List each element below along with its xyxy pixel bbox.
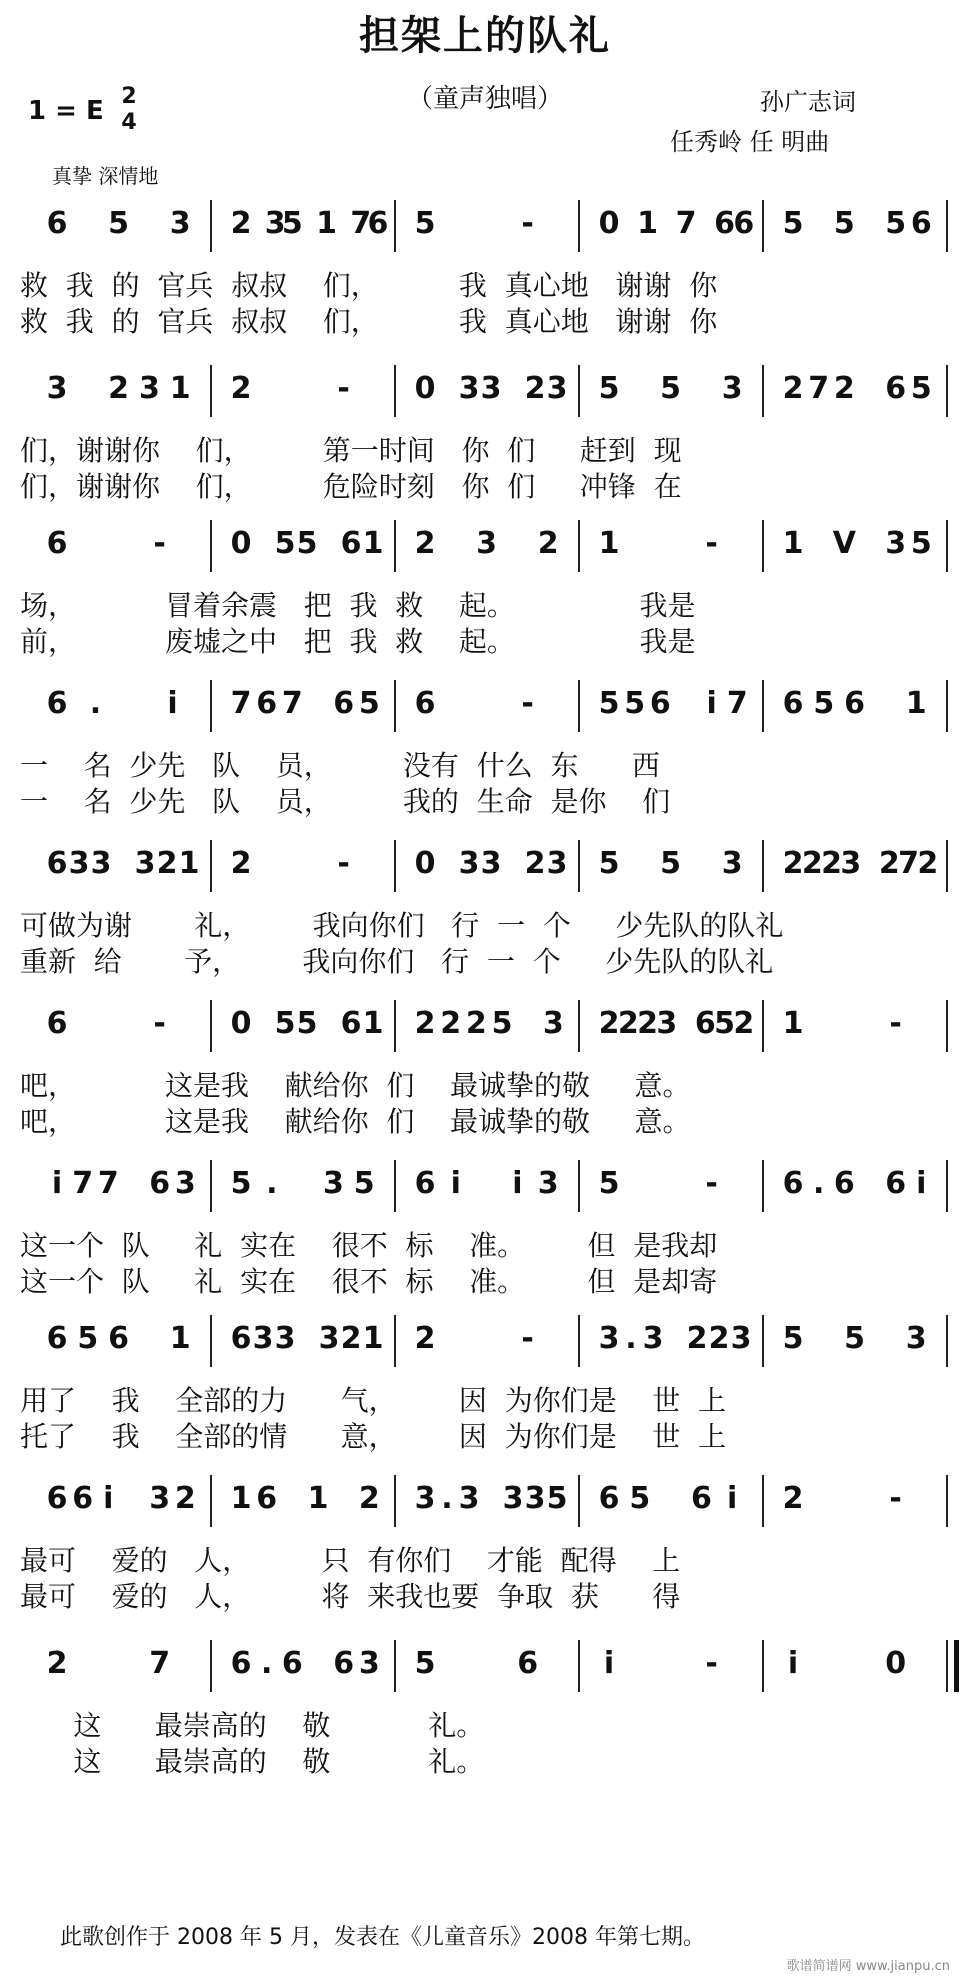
note: 5	[281, 206, 303, 241]
bar-line	[394, 200, 396, 252]
note: 3	[537, 1166, 559, 1201]
note: 3	[458, 1481, 480, 1516]
note: 7	[97, 1166, 119, 1201]
note: 5	[274, 1006, 296, 1041]
note: 5	[910, 371, 932, 406]
note: 3	[885, 526, 907, 561]
bar-line	[394, 840, 396, 892]
note: 2	[801, 846, 823, 881]
lyric-verse-1: 救 我 的 官兵 叔叔 们， 我 真心地 谢谢 你	[20, 269, 718, 302]
note: 2	[414, 1321, 436, 1356]
note: 6	[690, 1481, 712, 1516]
note: 5	[833, 206, 855, 241]
note: 6	[230, 1321, 252, 1356]
note: 7	[72, 1166, 94, 1201]
note: 6	[833, 1166, 855, 1201]
note: 7	[281, 686, 303, 721]
note: 3	[252, 1321, 274, 1356]
note: 3	[480, 846, 502, 881]
bar-line	[394, 1475, 396, 1527]
note: 2	[230, 371, 252, 406]
note: 6	[256, 686, 278, 721]
note: 5	[910, 526, 932, 561]
key-signature: 1 = E	[28, 96, 104, 126]
note: 1	[362, 526, 384, 561]
notation-row	[0, 680, 970, 740]
note: 6	[108, 1321, 130, 1356]
note: 5	[782, 1321, 804, 1356]
note: 2	[821, 846, 842, 881]
bar-line	[210, 1640, 212, 1692]
note: -	[705, 526, 718, 561]
note: 2	[524, 371, 546, 406]
note: 6	[598, 1481, 620, 1516]
note: 3	[322, 1166, 344, 1201]
bar-line	[762, 1000, 764, 1052]
note: .	[625, 1321, 637, 1356]
note: 6	[149, 1166, 171, 1201]
bar-line	[394, 680, 396, 732]
note: 5	[77, 1321, 99, 1356]
note: 2	[230, 206, 252, 241]
note: 2	[440, 1006, 462, 1041]
note: 2	[414, 526, 436, 561]
note: 3	[68, 846, 90, 881]
bar-line	[394, 520, 396, 572]
note: 6	[414, 686, 436, 721]
note: 1	[169, 1321, 191, 1356]
notation-row	[0, 365, 970, 425]
note: 2	[537, 526, 559, 561]
note: 3	[524, 1481, 546, 1516]
lyric-verse-2: 前， 废墟之中 把 我 救 起。 我是	[20, 625, 696, 658]
note: 5	[414, 1646, 436, 1681]
note: 5	[813, 686, 835, 721]
note: 2	[833, 371, 855, 406]
lyric-verse-1: 这一个 队 礼 实在 很不 标 准。 但 是我却	[20, 1229, 718, 1262]
note: 1	[782, 1006, 804, 1041]
note: -	[889, 1481, 902, 1516]
note: 6	[885, 1166, 907, 1201]
note: 3	[149, 1481, 171, 1516]
note: 3	[46, 371, 68, 406]
bar-line	[210, 365, 212, 417]
note: 3	[138, 371, 160, 406]
note: 3	[476, 526, 498, 561]
note: 6	[333, 686, 355, 721]
note: i	[103, 1481, 114, 1516]
note: 2	[878, 846, 900, 881]
note: 6	[885, 371, 907, 406]
note: 3	[546, 371, 568, 406]
note: 5	[491, 1006, 513, 1041]
note: 5	[108, 206, 130, 241]
note: 1	[362, 1321, 384, 1356]
note: 7	[808, 371, 830, 406]
notation-row	[0, 200, 970, 260]
note: 3	[542, 1006, 564, 1041]
note: 6	[333, 1646, 355, 1681]
note: -	[521, 686, 534, 721]
note: 2	[686, 1321, 708, 1356]
note: 5	[629, 1481, 651, 1516]
bar-line	[762, 680, 764, 732]
bar-line	[578, 200, 580, 252]
bar-line	[946, 1160, 948, 1212]
bar-line	[946, 200, 948, 252]
note: 5	[660, 846, 682, 881]
note: -	[889, 1006, 902, 1041]
lyric-verse-1: 们，谢谢你 们， 第一时间 你 们 赶到 现	[20, 434, 682, 467]
note: 0	[230, 1006, 252, 1041]
note: 6	[733, 206, 755, 241]
note: 0	[598, 206, 620, 241]
bar-line	[578, 680, 580, 732]
note: 3	[458, 846, 480, 881]
note: 5	[782, 206, 804, 241]
bar-line	[946, 1315, 948, 1367]
note: 5	[598, 1166, 620, 1201]
lyric-verse-2: 托了 我 全部的情 意， 因 为你们是 世 上	[20, 1420, 727, 1453]
note: 5	[546, 1481, 568, 1516]
note: 3	[546, 846, 568, 881]
note: i	[512, 1166, 523, 1201]
note: 2	[637, 1006, 658, 1041]
note: 5	[353, 1166, 375, 1201]
bar-line	[578, 1640, 580, 1692]
note: 0	[414, 371, 436, 406]
note: 6	[367, 206, 389, 241]
note: 2	[230, 846, 252, 881]
note: 5	[598, 371, 620, 406]
note: 2	[524, 846, 546, 881]
bar-line	[762, 520, 764, 572]
note: i	[727, 1481, 738, 1516]
note: 2	[708, 1321, 730, 1356]
note: 6	[46, 526, 68, 561]
note: 5	[624, 686, 646, 721]
note: 1	[307, 1481, 329, 1516]
note: -	[705, 1166, 718, 1201]
note: .	[89, 686, 102, 721]
note: 5	[296, 1006, 318, 1041]
bar-line	[946, 1475, 948, 1527]
note: -	[153, 1006, 166, 1041]
lyric-verse-1: 用了 我 全部的力 气， 因 为你们是 世 上	[20, 1384, 727, 1417]
bar-line	[210, 680, 212, 732]
notation-row	[0, 1315, 970, 1375]
note: 3	[840, 846, 862, 881]
notation-row	[0, 1000, 970, 1060]
note: .	[266, 1166, 278, 1201]
note: 5	[885, 206, 907, 241]
lyric-verse-2: 最可 爱的 人， 将 来我也要 争取 获 得	[20, 1580, 681, 1613]
note: 6	[714, 206, 735, 241]
song-subtitle: （童声独唱）	[406, 84, 563, 114]
note: 6	[517, 1646, 539, 1681]
note: 2	[46, 1646, 68, 1681]
note: 5	[598, 846, 620, 881]
bar-line	[394, 1160, 396, 1212]
note: .	[260, 1646, 273, 1681]
bar-line	[946, 365, 948, 417]
note: 5	[296, 526, 318, 561]
lyric-verse-2: 重新 给 予， 我向你们 行 一 个 少先队的队礼	[20, 945, 774, 978]
note: 6	[340, 1006, 362, 1041]
lyric-verse-2: 们，谢谢你 们， 危险时刻 你 们 冲锋 在	[20, 470, 682, 503]
note: 5	[714, 1006, 735, 1041]
bar-line	[210, 200, 212, 252]
bar-line	[394, 1000, 396, 1052]
note: 1	[230, 1481, 252, 1516]
bar-line	[578, 1475, 580, 1527]
bar-line	[578, 365, 580, 417]
note: 6	[340, 526, 362, 561]
note: i	[787, 1646, 799, 1681]
note: i	[51, 1166, 63, 1201]
note: 0	[885, 1646, 907, 1681]
note: 2	[782, 371, 804, 406]
note: 3	[721, 846, 743, 881]
note: 2	[414, 1006, 436, 1041]
lyric-verse-2: 救 我 的 官兵 叔叔 们， 我 真心地 谢谢 你	[20, 305, 718, 338]
note: -	[337, 846, 350, 881]
note: 6	[649, 686, 671, 721]
note: 1	[905, 686, 927, 721]
note: 6	[46, 1321, 68, 1356]
bar-line	[946, 1000, 948, 1052]
bar-line	[578, 520, 580, 572]
note: 3	[656, 1006, 678, 1041]
final-bar-line	[954, 1640, 959, 1692]
bar-line	[578, 1160, 580, 1212]
time-signature	[116, 84, 142, 136]
note: 2	[917, 846, 939, 881]
note: 1	[316, 206, 337, 241]
note: .	[812, 1166, 825, 1201]
note: -	[521, 206, 534, 241]
bar-line	[762, 1640, 764, 1692]
bar-line	[210, 1315, 212, 1367]
note: 3	[318, 1321, 340, 1356]
note: 3	[358, 1646, 380, 1681]
note: 6	[256, 1481, 278, 1516]
bar-line	[578, 840, 580, 892]
note: 3	[721, 371, 743, 406]
note: 3	[502, 1481, 524, 1516]
note: 3	[598, 1321, 620, 1356]
note: 5	[358, 686, 380, 721]
lyric-verse-2: 这一个 队 礼 实在 很不 标 准。 但 是却寄	[20, 1265, 718, 1298]
note: 6	[694, 1006, 716, 1041]
note: 6	[46, 686, 68, 721]
note: 5	[844, 1321, 866, 1356]
time-sig-top: 2	[121, 84, 137, 109]
bar-line	[210, 840, 212, 892]
note: 7	[230, 686, 252, 721]
bar-line	[762, 840, 764, 892]
note: 2	[733, 1006, 755, 1041]
note: 6	[910, 206, 932, 241]
notation-row	[0, 1160, 970, 1220]
note: 1	[598, 526, 620, 561]
note: 5	[274, 526, 296, 561]
lyric-verse-2: 一 名 少先 队 员， 我的 生命 是你 们	[20, 785, 671, 818]
note: -	[153, 526, 166, 561]
bar-line	[394, 1640, 396, 1692]
tempo-marking: 真挚 深情地	[52, 164, 159, 188]
note: 3	[905, 1321, 927, 1356]
footnote: 此歌创作于 2008 年 5 月，发表在《儿童音乐》2008 年第七期。	[60, 1925, 705, 1950]
notation-row	[0, 1640, 970, 1700]
note: 3	[264, 206, 286, 241]
note: 3	[480, 371, 502, 406]
lyricist-credit: 孙广志词	[760, 88, 856, 116]
note: 1	[637, 206, 658, 241]
note: 6	[72, 1481, 94, 1516]
note: i	[167, 686, 178, 721]
lyric-verse-1: 吧， 这是我 献给你 们 最诚挚的敬 意。	[20, 1069, 691, 1102]
note: 6	[46, 846, 68, 881]
note: 3	[730, 1321, 752, 1356]
note: V	[832, 526, 856, 561]
note: 6	[46, 1006, 68, 1041]
bar-line	[946, 680, 948, 732]
song-title: 担架上的队礼	[359, 13, 611, 59]
bar-line	[210, 1160, 212, 1212]
note: 7	[898, 846, 919, 881]
time-sig-bottom: 4	[121, 110, 137, 135]
note: 6	[46, 206, 68, 241]
bar-line	[762, 365, 764, 417]
note: .	[441, 1481, 453, 1516]
note: -	[705, 1646, 718, 1681]
note: i	[603, 1646, 615, 1681]
note: -	[521, 1321, 534, 1356]
lyric-verse-1: 场， 冒着余震 把 我 救 起。 我是	[20, 589, 696, 622]
note: 7	[675, 206, 697, 241]
note: 5	[598, 686, 620, 721]
note: 3	[414, 1481, 436, 1516]
note: 7	[350, 206, 372, 241]
notation-row	[0, 1475, 970, 1535]
note: 5	[230, 1166, 252, 1201]
note: 5	[660, 371, 682, 406]
note: 6	[46, 1481, 68, 1516]
note: 6	[782, 686, 804, 721]
note: 2	[358, 1481, 380, 1516]
note: 6	[844, 686, 866, 721]
note: 3	[274, 1321, 296, 1356]
note: 1	[169, 371, 191, 406]
bar-line	[578, 1000, 580, 1052]
note: 3	[642, 1321, 664, 1356]
lyric-verse-1: 可做为谢 礼， 我向你们 行 一 个 少先队的队礼	[20, 909, 784, 942]
bar-line	[394, 1315, 396, 1367]
note: 2	[156, 846, 178, 881]
bar-line	[762, 200, 764, 252]
bar-line	[394, 365, 396, 417]
note: 3	[458, 371, 480, 406]
note: 6	[281, 1646, 303, 1681]
note: 6	[782, 1166, 804, 1201]
bar-line	[210, 1000, 212, 1052]
note: 2	[340, 1321, 362, 1356]
bar-line	[578, 1315, 580, 1367]
notation-row	[0, 840, 970, 900]
note: 0	[414, 846, 436, 881]
note: 1	[362, 1006, 384, 1041]
note: i	[706, 686, 717, 721]
note: 1	[178, 846, 200, 881]
note: 1	[782, 526, 804, 561]
note: 3	[134, 846, 156, 881]
note: i	[450, 1166, 461, 1201]
bar-line	[946, 1640, 948, 1692]
note: 2	[782, 846, 804, 881]
note: 0	[230, 526, 252, 561]
note: i	[916, 1166, 927, 1201]
note: 2	[782, 1481, 804, 1516]
notation-row	[0, 520, 970, 580]
note: 2	[108, 371, 130, 406]
lyric-verse-1: 一 名 少先 队 员， 没有 什么 东 西	[20, 749, 660, 782]
bar-line	[210, 520, 212, 572]
note: 6	[230, 1646, 252, 1681]
note: 2	[174, 1481, 196, 1516]
note: 3	[174, 1166, 196, 1201]
note: 7	[726, 686, 748, 721]
note: -	[337, 371, 350, 406]
bar-line	[946, 840, 948, 892]
lyric-verse-1: 最可 爱的 人， 只 有你们 才能 配得 上	[20, 1544, 681, 1577]
bar-line	[762, 1475, 764, 1527]
lyric-verse-1: 这 最崇高的 敬 礼。	[20, 1709, 485, 1742]
note: 7	[149, 1646, 171, 1681]
lyric-verse-2: 吧， 这是我 献给你 们 最诚挚的敬 意。	[20, 1105, 691, 1138]
watermark: 歌谱简谱网 www.jianpu.cn	[786, 1959, 950, 1974]
note: 3	[169, 206, 191, 241]
lyric-verse-2: 这 最崇高的 敬 礼。	[20, 1745, 485, 1778]
composer-credit: 任秀岭 任 明曲	[670, 128, 830, 156]
bar-line	[210, 1475, 212, 1527]
note: 2	[598, 1006, 620, 1041]
note: 5	[414, 206, 436, 241]
note: 2	[465, 1006, 487, 1041]
note: 2	[617, 1006, 639, 1041]
bar-line	[762, 1315, 764, 1367]
note: 3	[90, 846, 112, 881]
bar-line	[946, 520, 948, 572]
bar-line	[762, 1160, 764, 1212]
note: 6	[414, 1166, 436, 1201]
